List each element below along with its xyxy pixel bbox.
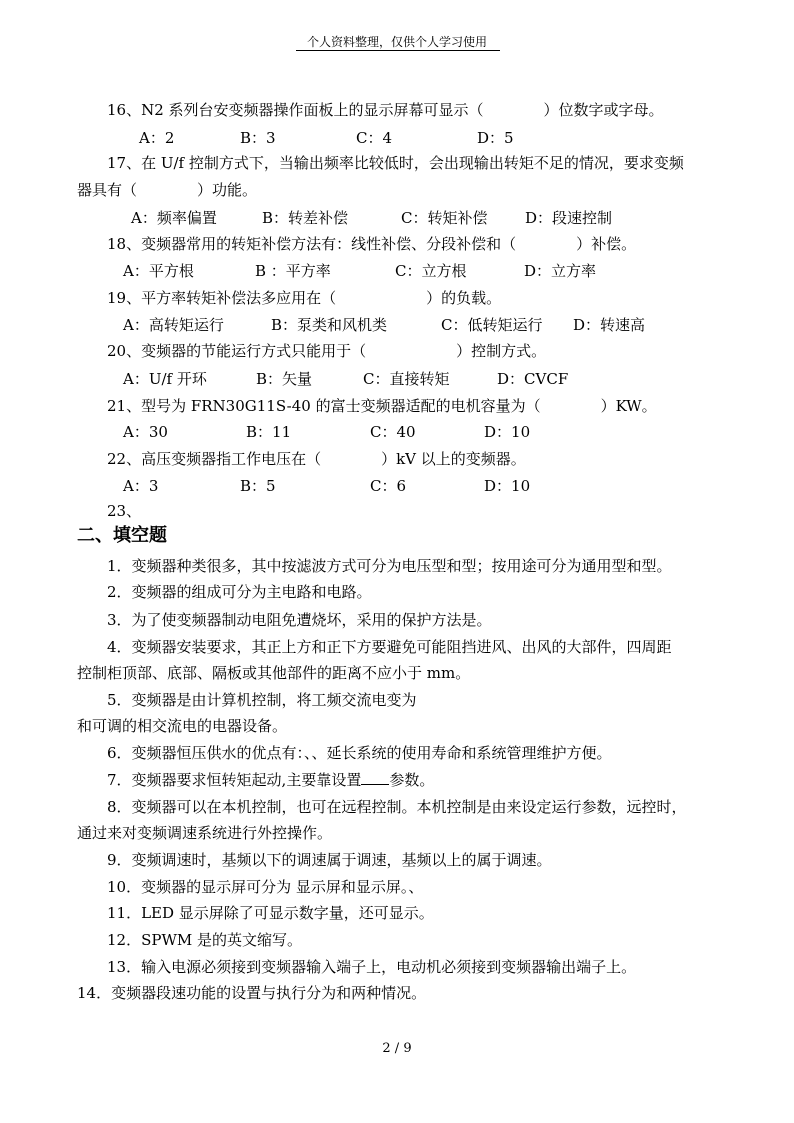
q19-option-d: D：转速高 bbox=[573, 316, 646, 334]
page-number: 2 / 9 bbox=[382, 1041, 412, 1056]
fill-item-14: 14．变频器段速功能的设置与执行分为和两种情况。 bbox=[77, 984, 427, 1002]
q19-option-c: C：低转矩运行 bbox=[441, 316, 543, 334]
q21-option-d: D：10 bbox=[484, 423, 531, 441]
q19-stem: 19、平方率转矩补偿法多应用在（ ）的负载。 bbox=[107, 289, 502, 307]
fill-item-5: 5．变频器是由计算机控制，将工频交流电变为 bbox=[107, 691, 417, 709]
fill-item-1: 1．变频器种类很多，其中按滤波方式可分为电压型和型；按用途可分为通用型和型。 bbox=[107, 557, 672, 575]
header-rule bbox=[296, 50, 500, 51]
q17-option-b: B：转差补偿 bbox=[262, 209, 349, 227]
fill-item-11: 11．LED 显示屏除了可显示数字量，还可显示。 bbox=[107, 904, 434, 922]
fill-item-12: 12．SPWM 是的英文缩写。 bbox=[107, 931, 303, 949]
q16-option-d: D：5 bbox=[477, 129, 514, 147]
fill-item-7-text: 7．变频器要求恒转矩起动,主要靠设置 bbox=[107, 771, 362, 789]
q16-option-a: A：2 bbox=[139, 129, 175, 147]
q20-option-c: C：直接转矩 bbox=[363, 370, 450, 388]
fill-item-10: 10．变频器的显示屏可分为 显示屏和显示屏。、 bbox=[107, 878, 424, 896]
fill-item-3: 3．为了使变频器制动电阻免遭烧坏，采用的保护方法是。 bbox=[107, 611, 492, 629]
fill-item-8: 8．变频器可以在本机控制，也可在远程控制。本机控制是由来设定运行参数，远控时， bbox=[107, 798, 687, 816]
q21-stem: 21、型号为 FRN30G11S-40 的富士变频器适配的电机容量为（ ）KW。 bbox=[107, 397, 657, 415]
q19-option-b: B：泵类和风机类 bbox=[271, 316, 388, 334]
q18-option-a: A：平方根 bbox=[123, 262, 194, 280]
q18-stem: 18、变频器常用的转矩补偿方法有：线性补偿、分段补偿和（ ）补偿。 bbox=[107, 235, 637, 253]
q19-option-a: A：高转矩运行 bbox=[123, 316, 224, 334]
q16-option-b: B：3 bbox=[240, 129, 276, 147]
section-title: 二、填空题 bbox=[77, 525, 167, 546]
fill-item-2: 2．变频器的组成可分为主电路和电路。 bbox=[107, 583, 372, 601]
fill-item-7-tail: 参数。 bbox=[389, 771, 435, 789]
q23-stem: 23、 bbox=[107, 502, 142, 520]
q18-option-b: B ：平方率 bbox=[255, 262, 331, 280]
q22-option-c: C：6 bbox=[370, 477, 407, 495]
fill-item-13: 13．输入电源必须接到变频器输入端子上，电动机必须接到变频器输出端子上。 bbox=[107, 958, 637, 976]
q20-option-d: D：CVCF bbox=[497, 370, 569, 388]
q21-option-b: B：11 bbox=[246, 423, 292, 441]
fill-item-5-cont: 和可调的相交流电的电器设备。 bbox=[77, 717, 288, 735]
q17-option-d: D：段速控制 bbox=[525, 209, 613, 227]
q17-option-c: C：转矩补偿 bbox=[401, 209, 488, 227]
q20-option-a: A：U/f 开环 bbox=[123, 370, 207, 388]
fill-item-4: 4．变频器安装要求，其正上方和正下方要避免可能阻挡进风、出风的大部件，四周距 bbox=[107, 638, 672, 656]
q22-stem: 22、高压变频器指工作电压在（ ）kV 以上的变频器。 bbox=[107, 450, 526, 468]
page-header: 个人资料整理，仅供个人学习使用 bbox=[306, 35, 487, 49]
q20-option-b: B：矢量 bbox=[256, 370, 313, 388]
fill-item-9: 9．变频调速时，基频以下的调速属于调速，基频以上的属于调速。 bbox=[107, 851, 552, 869]
q20-stem: 20、变频器的节能运行方式只能用于（ ）控制方式。 bbox=[107, 342, 547, 360]
fill-item-6: 6．变频器恒压供水的优点有：、、延长系统的使用寿命和系统管理维护方便。 bbox=[107, 744, 612, 762]
q17-option-a: A：频率偏置 bbox=[131, 209, 217, 227]
q22-option-b: B：5 bbox=[240, 477, 276, 495]
q22-option-d: D：10 bbox=[484, 477, 531, 495]
q18-option-d: D：立方率 bbox=[524, 262, 597, 280]
q16-stem: 16、N2 系列台安变频器操作面板上的显示屏幕可显示（ ）位数字或字母。 bbox=[107, 101, 664, 119]
fill-item-4-cont: 控制柜顶部、底部、隔板或其他部件的距离不应小于 mm。 bbox=[77, 664, 471, 682]
fill-blank bbox=[361, 770, 389, 785]
fill-item-7 bbox=[107, 770, 434, 790]
q17-stem: 17、在 U/f 控制方式下，当输出频率比较低时，会出现输出转矩不足的情况，要求变频 bbox=[107, 154, 684, 172]
q16-option-c: C：4 bbox=[356, 129, 393, 147]
q21-option-c: C：40 bbox=[370, 423, 416, 441]
q21-option-a: A：30 bbox=[123, 423, 168, 441]
q22-option-a: A：3 bbox=[123, 477, 159, 495]
fill-item-8-cont: 通过来对变频调速系统进行外控操作。 bbox=[77, 824, 333, 842]
q17-stem-cont: 器具有（ ）功能。 bbox=[77, 181, 258, 199]
q18-option-c: C：立方根 bbox=[395, 262, 467, 280]
